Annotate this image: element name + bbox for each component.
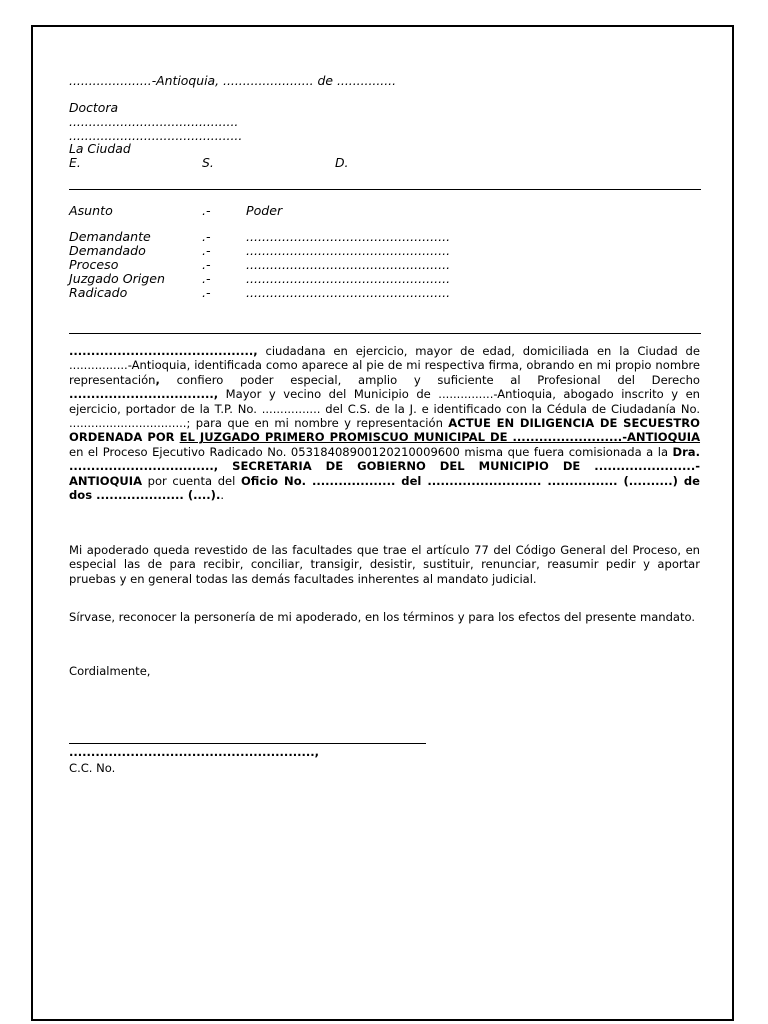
subject-separator: .- xyxy=(202,203,211,218)
party-value: ................................................... xyxy=(246,243,451,258)
party-separator: .- xyxy=(202,257,211,272)
party-label: Proceso xyxy=(69,257,119,272)
document-page xyxy=(31,25,734,1021)
subject-label: Asunto xyxy=(69,203,113,218)
commissioned-official: Dra. ................................., SECRETARIA DE GOBIERNO DEL MUNICIPIO DE .......................-ANTIOQUIA xyxy=(69,444,700,488)
party-label: Radicado xyxy=(69,285,128,300)
paragraph-text: . xyxy=(220,488,224,503)
paragraph-text: Mayor y vecino del Municipio de ...............-Antioquia, abogado inscrito y en ejercicio, portador de la T.P. No. ................ del C.S. de la J. e identificado con la Cédula de Ciudadanía No. ................................; para que en mi nombre y representación xyxy=(69,387,700,431)
instruction-text: ACTUE EN DILIGENCIA DE SECUESTRO ORDENADA POR xyxy=(69,416,700,445)
party-label: Demandado xyxy=(69,243,146,258)
recipient-line-1: ........................................... xyxy=(69,114,239,129)
paragraph-text: confiero poder especial, amplio y suficiente al Profesional del Derecho xyxy=(159,372,700,387)
party-separator: .- xyxy=(202,229,211,244)
party-value: ................................................... xyxy=(246,229,451,244)
party-separator: .- xyxy=(202,243,211,258)
paragraph-text: ciudadana en ejercicio, mayor de edad, domiciliada en la Ciudad de ................-Antioquia, identificada como aparece al pie de mi respectiva firma, obrando en mi propio nombre representación xyxy=(69,344,700,387)
signer-id-label: C.C. No. xyxy=(69,761,116,775)
lawyer-name-blank: ................................., xyxy=(69,387,219,402)
paragraph-text: , xyxy=(155,372,160,387)
paragraph-text: por cuenta del xyxy=(142,473,241,488)
recipient-line-2: ............................................ xyxy=(69,128,243,143)
date-line: .....................-Antioquia, ....................... de ............... xyxy=(69,73,397,88)
closing-salutation: Cordialmente, xyxy=(69,664,151,678)
parties-divider xyxy=(69,333,701,334)
esd-s: S. xyxy=(202,155,214,170)
subject-value: Poder xyxy=(246,203,283,218)
faculties-paragraph: Mi apoderado queda revestido de las facultades que trae el artículo 77 del Código General del Proceso, en especial las de para recibir, conciliar, transigir, desistir, sustituir, renunciar, reasumir pedir y aportar pruebas y en general todas las demás facultades inherentes al mandato judicial. xyxy=(69,543,700,586)
esd-d: D. xyxy=(335,155,349,170)
recipient-title: Doctora xyxy=(69,100,119,115)
court-name: EL JUZGADO PRIMERO PROMISCUO MUNICIPAL DE .........................-ANTIOQUIA xyxy=(179,430,701,445)
header-divider xyxy=(69,189,701,190)
party-value: ................................................... xyxy=(246,257,451,272)
grantor-name-blank: .........................................., xyxy=(69,344,258,358)
party-value: ................................................... xyxy=(246,271,451,286)
party-value: ................................................... xyxy=(246,285,451,300)
power-of-attorney-paragraph xyxy=(69,344,700,502)
signature-line xyxy=(69,743,426,744)
esd-e: E. xyxy=(69,155,81,170)
signer-name-blank: ........................................................, xyxy=(69,745,320,759)
party-label: Juzgado Origen xyxy=(69,271,166,286)
official-letter-reference: Oficio No. ................... del .......................... ................ (..........) de dos .................... (....). xyxy=(69,473,700,503)
party-label: Demandante xyxy=(69,229,151,244)
recognition-paragraph: Sírvase, reconocer la personería de mi apoderado, en los términos y para los efectos del presente mandato. xyxy=(69,610,696,624)
party-separator: .- xyxy=(202,271,211,286)
paragraph-text: en el Proceso Ejecutivo Radicado No. 05318408900120210009600 misma que fuera comisionada a la xyxy=(69,444,673,459)
recipient-city: La Ciudad xyxy=(69,141,131,156)
party-separator: .- xyxy=(202,285,211,300)
